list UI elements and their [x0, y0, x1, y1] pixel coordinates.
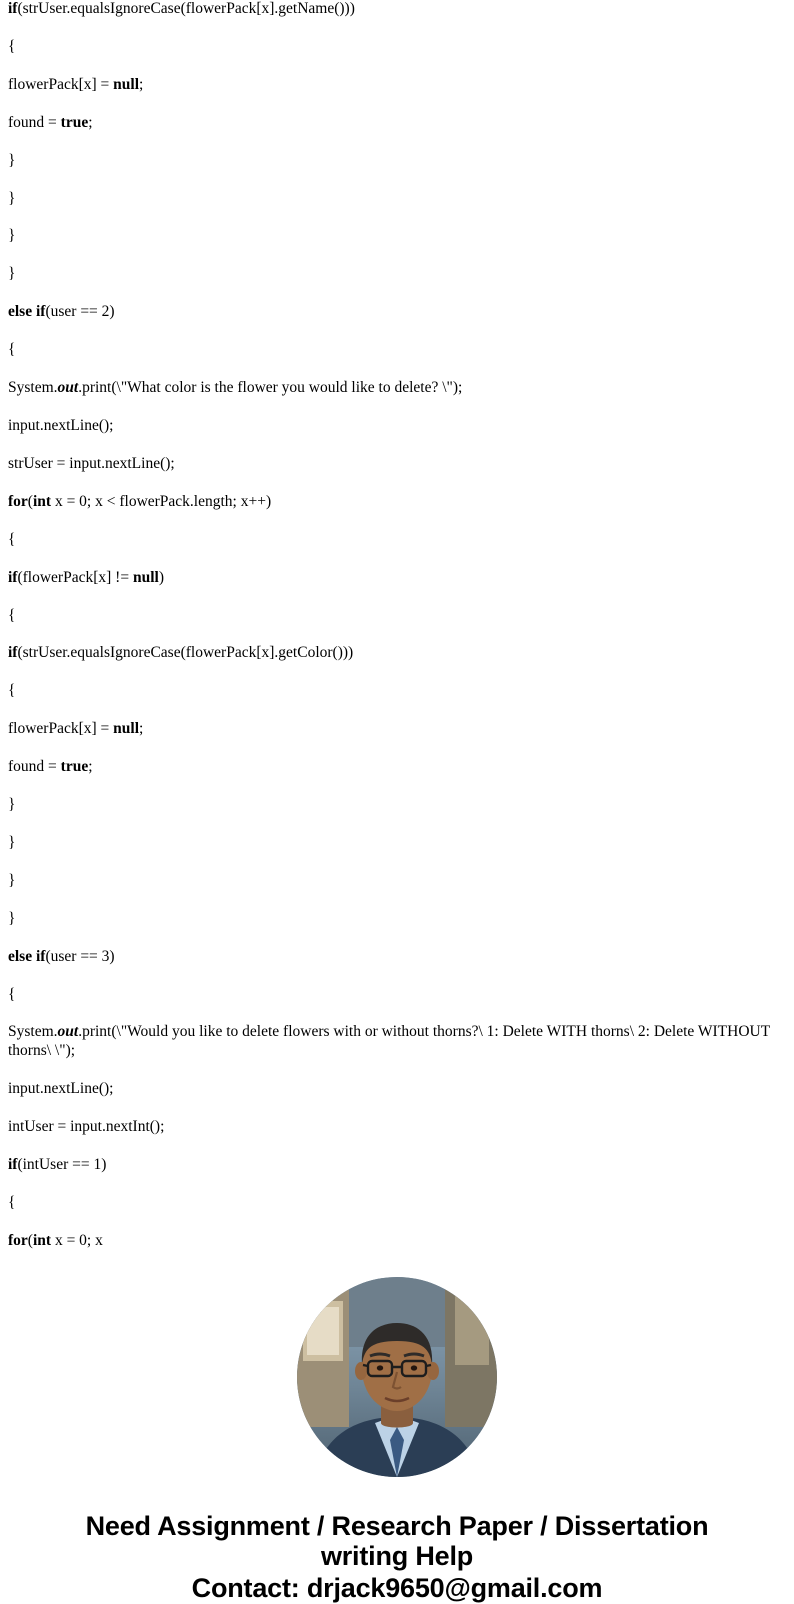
- code-line: System.out.print(\"What color is the flower you would like to delete? \");: [8, 379, 463, 397]
- code-line: }: [8, 909, 16, 927]
- code-line: if(strUser.equalsIgnoreCase(flowerPack[x].getName())): [8, 0, 355, 17]
- avatar-container: [8, 1277, 786, 1477]
- promo-headline-line2: writing Help: [320, 1541, 474, 1572]
- code-line: found = true;: [8, 758, 93, 776]
- code-line: for(int x = 0; x: [8, 1231, 103, 1249]
- code-line: {: [8, 682, 16, 700]
- code-line: {: [8, 341, 16, 359]
- code-line: {: [8, 37, 16, 55]
- code-line: found = true;: [8, 113, 93, 131]
- code-line: if(flowerPack[x] != null): [8, 568, 164, 586]
- code-line: {: [8, 1194, 16, 1211]
- code-line: if(intUser == 1): [8, 1156, 107, 1174]
- code-line: flowerPack[x] = null;: [8, 720, 144, 738]
- code-line: }: [8, 796, 16, 814]
- java-code-listing: [8, 0, 786, 1251]
- code-line: flowerPack[x] = null;: [8, 75, 144, 93]
- code-line: {: [8, 530, 16, 548]
- promo-headline-line1: Need Assignment / Research Paper / Dissertation: [85, 1510, 709, 1541]
- code-line: }: [8, 833, 16, 851]
- code-line: input.nextLine();: [8, 1080, 114, 1098]
- profile-photo-icon: [297, 1277, 497, 1477]
- code-line: }: [8, 227, 16, 245]
- code-line: else if(user == 2): [8, 303, 115, 321]
- code-line: {: [8, 606, 16, 624]
- code-line: }: [8, 151, 16, 169]
- promo-banner: [8, 1511, 786, 1604]
- code-line: }: [8, 265, 16, 283]
- avatar: [297, 1277, 497, 1477]
- code-line: if(strUser.equalsIgnoreCase(flowerPack[x].getColor())): [8, 644, 354, 662]
- code-line: }: [8, 871, 16, 889]
- code-line: input.nextLine();: [8, 416, 114, 434]
- code-line: System.out.print(\"Would you like to delete flowers with or without thorns?\ 1: Delete WITH thorns\ 2: Delete WITHOUT thorns\ \");: [8, 1023, 770, 1060]
- code-line: intUser = input.nextInt();: [8, 1118, 165, 1136]
- code-line: }: [8, 189, 16, 207]
- code-line: {: [8, 985, 16, 1003]
- code-line: strUser = input.nextLine();: [8, 454, 175, 472]
- code-line: for(int x = 0; x < flowerPack.length; x++): [8, 492, 272, 510]
- promo-contact: Contact: drjack9650@gmail.com: [191, 1573, 603, 1604]
- code-line: else if(user == 3): [8, 947, 115, 965]
